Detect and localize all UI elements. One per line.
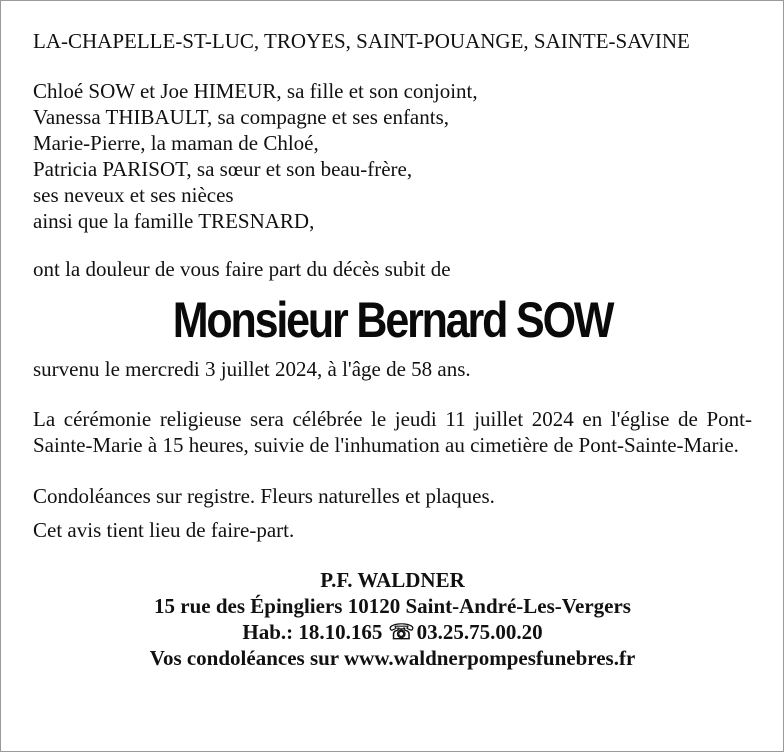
funeral-home-address: 15 rue des Épingliers 10120 Saint-André-Les-Vergers xyxy=(154,594,631,618)
family-line: Chloé SOW et Joe HIMEUR, sa fille et son conjoint, xyxy=(33,79,478,103)
family-line: Marie-Pierre, la maman de Chloé, xyxy=(33,131,319,155)
towns-line: LA-CHAPELLE-ST-LUC, TROYES, SAINT-POUANGE, SAINTE-SAVINE xyxy=(33,29,690,53)
family-line: Patricia PARISOT, sa sœur et son beau-frère, xyxy=(33,157,413,181)
funeral-home-phone: 03.25.75.00.20 xyxy=(416,620,543,644)
family-line: ainsi que la famille TRESNARD, xyxy=(33,209,315,233)
deceased-name: Monsieur Bernard SOW xyxy=(172,292,613,348)
family-list xyxy=(33,78,752,234)
funeral-home-hab: Hab.: 18.10.165 xyxy=(242,620,383,644)
family-line: ses neveux et ses nièces xyxy=(33,183,234,207)
family-line: Vanessa THIBAULT, sa compagne et ses enfants, xyxy=(33,105,450,129)
ceremony-info: La cérémonie religieuse sera célébrée le jeudi 11 juillet 2024 en l'église de Pont-Sainte-Marie à 15 heures, suivie de l'inhumation au cimetière de Pont-Sainte-Marie. xyxy=(33,407,752,457)
notice-line: Cet avis tient lieu de faire-part. xyxy=(33,518,295,542)
funeral-home-website: Vos condoléances sur www.waldnerpompesfunebres.fr xyxy=(149,646,636,670)
announcement-intro: ont la douleur de vous faire part du décès subit de xyxy=(33,257,451,281)
death-info: survenu le mercredi 3 juillet 2024, à l'âge de 58 ans. xyxy=(33,357,471,381)
funeral-home-name: P.F. WALDNER xyxy=(320,568,465,592)
funeral-home-contact xyxy=(33,619,752,645)
condolences-info: Condoléances sur registre. Fleurs naturelles et plaques. xyxy=(33,484,495,508)
phone-icon: ☏ xyxy=(388,620,415,644)
funeral-home-block xyxy=(33,567,752,671)
